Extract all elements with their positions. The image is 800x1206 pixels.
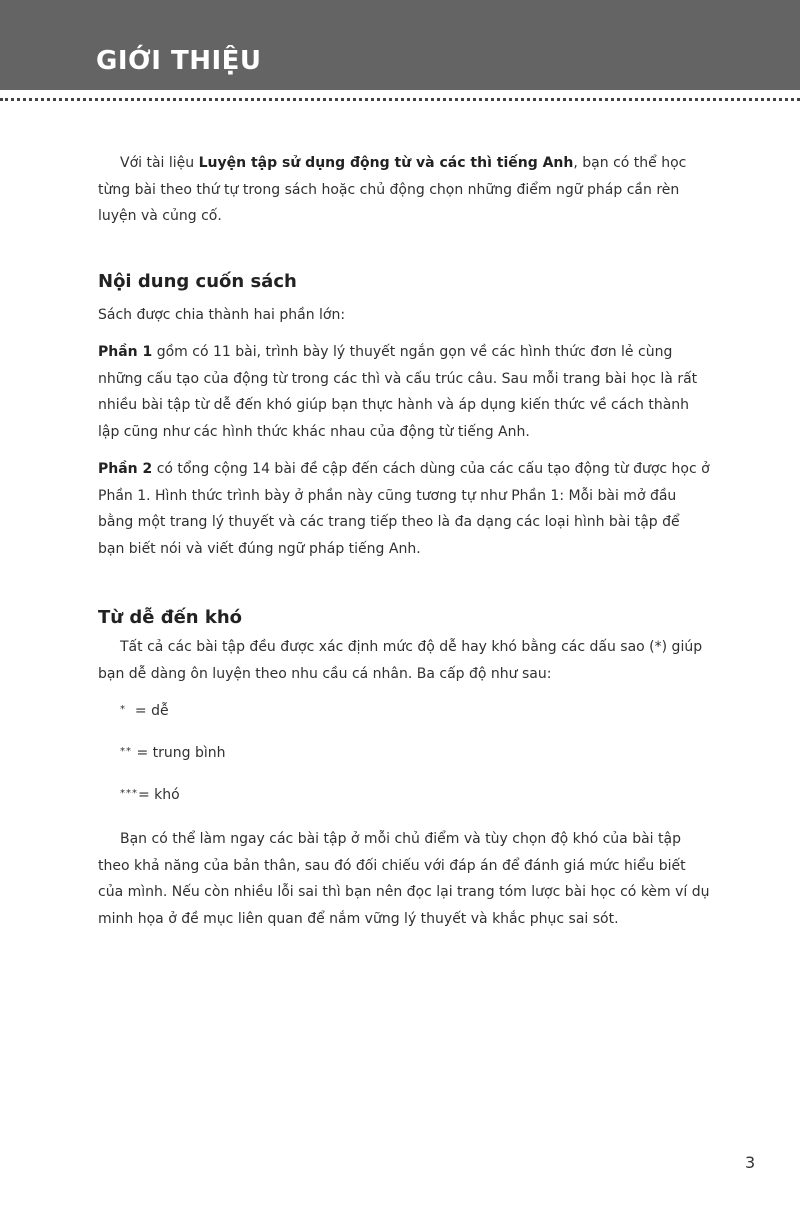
contents-intro: Sách được chia thành hai phần lớn: bbox=[98, 306, 346, 323]
level-item-hard bbox=[120, 784, 710, 805]
part-1-paragraph bbox=[98, 339, 710, 445]
difficulty-intro: Tất cả các bài tập đều được xác định mức độ dễ hay khó bằng các dấu sao (*) giúp bạn dễ dàng ôn luyện theo nhu cầu cá nhân. Ba cấp độ như sau: bbox=[98, 639, 703, 682]
intro-paragraph bbox=[98, 150, 710, 230]
page-number: 3 bbox=[745, 1153, 756, 1172]
part-1-text: gồm có 11 bài, trình bày lý thuyết ngắn gọn về các hình thức đơn lẻ cùng những cấu tạo của động từ trong các thì và cấu trúc câu. Sau mỗi trang bài học là rất nhiều bài tập từ dễ đến khó giúp bạn thực hành và áp dụng kiến thức về cách thành lập cũng như các hình thức khác nhau của động từ tiếng Anh. bbox=[98, 344, 698, 440]
page-title: GIỚI THIỆU bbox=[96, 46, 262, 76]
difficulty-levels-list bbox=[98, 700, 710, 805]
book-title: Luyện tập sử dụng động từ và các thì tiếng Anh bbox=[198, 155, 574, 171]
part-2-text: có tổng cộng 14 bài đề cập đến cách dùng của các cấu tạo động từ được học ở Phần 1. Hình thức trình bày ở phần này cũng tương tự như Phần 1: Mỗi bài mở đầu bằng một trang lý thuyết và các trang tiếp theo là đa dạng các loại hình bài tập để bạn biết nói và viết đúng ngữ pháp tiếng Anh. bbox=[98, 461, 710, 557]
star-rating-icon: ** bbox=[120, 746, 132, 757]
level-item-medium bbox=[120, 742, 710, 763]
star-rating-icon: *** bbox=[120, 788, 138, 799]
section-heading-contents: Nội dung cuốn sách bbox=[98, 270, 297, 292]
level-item-easy bbox=[120, 700, 710, 721]
closing-paragraph: Bạn có thể làm ngay các bài tập ở mỗi chủ điểm và tùy chọn độ khó của bài tập theo khả năng của bản thân, sau đó đối chiếu với đáp án để đánh giá mức hiểu biết của mình. Nếu còn nhiều lỗi sai thì bạn nên đọc lại trang tóm lược bài học có kèm ví dụ minh họa ở đề mục liên quan để nắm vững lý thuyết và khắc phục sai sót. bbox=[98, 831, 710, 927]
intro-text-start: Với tài liệu bbox=[120, 155, 199, 171]
level-label: = trung bình bbox=[132, 745, 226, 761]
intro-text-end: , bạn có thể học từng bài theo thứ tự trong sách hoặc chủ động chọn những điểm ngữ pháp cần rèn luyện và củng cố. bbox=[98, 155, 687, 224]
star-rating-icon: * bbox=[120, 704, 126, 715]
dotted-divider bbox=[0, 98, 800, 101]
part-2-label: Phần 2 bbox=[98, 461, 153, 477]
page-content bbox=[98, 150, 710, 932]
part-1-label: Phần 1 bbox=[98, 344, 153, 360]
section-heading-difficulty: Từ dễ đến khó bbox=[98, 607, 243, 628]
part-2-paragraph bbox=[98, 456, 710, 562]
level-label: = dễ bbox=[126, 703, 169, 719]
level-label: = khó bbox=[138, 787, 180, 803]
